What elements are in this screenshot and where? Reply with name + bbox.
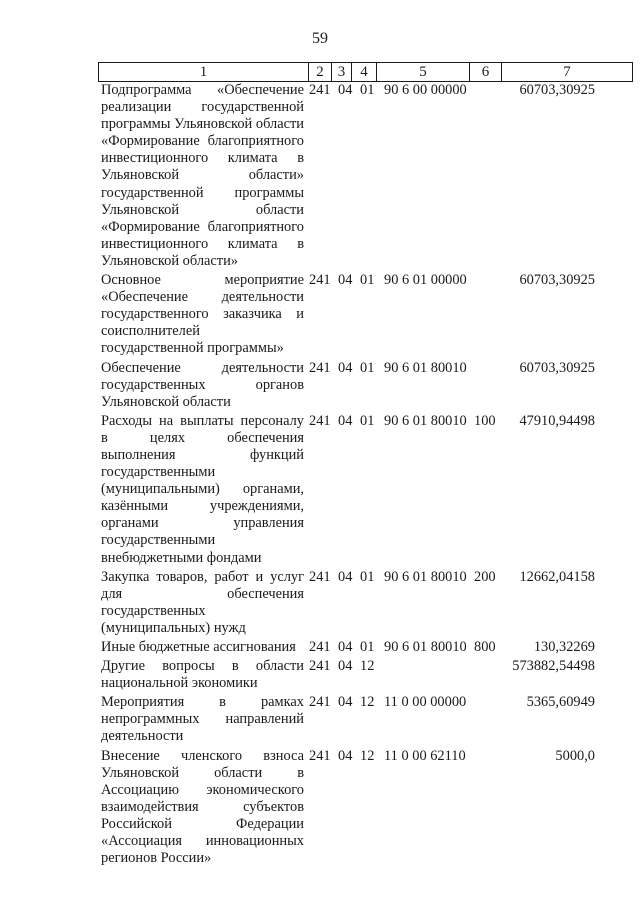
row-col-5: 90 6 01 80010 [384,639,467,655]
row-col-6: 100 [474,412,496,429]
row-col-5: 90 6 01 80010 [384,359,467,376]
row-col-2: 241 [309,359,331,376]
row-col-7: 47910,94498 [519,412,595,429]
row-name: Закупка товаров, работ и услуг для обеспечения государственных (муниципальных) нужд [101,568,304,636]
row-name: Обеспечение деятельности государственных органов Ульяновской области [101,359,304,410]
row-col-6: 200 [474,568,496,585]
row-name: Иные бюджетные ассигнования [101,639,296,655]
header-col-4: 4 [352,63,377,81]
row-name: Другие вопросы в области национальной экономики [101,658,304,692]
row-col-2: 241 [309,747,331,764]
header-col-7: 7 [563,64,571,80]
row-col-4: 01 [360,568,375,585]
row-col-2: 241 [309,568,331,585]
row-col-2: 241 [309,658,331,675]
table-row [98,413,633,567]
row-col-2: 241 [309,272,331,289]
row-col-5: 11 0 00 00000 [384,694,467,711]
row-col-3: 04 [338,272,353,289]
row-col-3: 04 [338,412,353,429]
row-col-7: 573882,54498 [512,658,595,675]
row-col-2: 241 [309,639,331,655]
row-col-3: 04 [338,658,353,675]
row-col-3: 04 [338,82,353,98]
row-col-4: 12 [360,747,375,764]
row-name: Расходы на выплаты персоналу в целях обеспечения выполнения функций государственными (муниципальными) органами, казёнными учреждениями, органами управления государственными внебюджетными фондами [101,412,304,566]
row-col-5: 11 0 00 62110 [384,747,466,764]
header-col-6: 6 [470,63,502,81]
row-col-3: 04 [338,639,353,655]
table-row [98,694,633,745]
row-col-3: 04 [338,359,353,376]
row-col-7: 12662,04158 [519,568,595,585]
header-col-3: 3 [332,63,352,81]
row-col-4: 01 [360,359,375,376]
row-col-7: 60703,30925 [519,359,595,376]
row-col-7: 5365,60949 [526,694,595,711]
row-col-7: 5000,0 [555,747,595,764]
table-row [98,272,633,357]
row-name: Внесение членского взноса Ульяновской области в Ассоциацию экономического взаимодействия субъектов Российской Федерации «Ассоциация инновационных регионов России» [101,747,304,867]
table-row [98,82,633,270]
row-col-7: 130,32269 [533,639,595,655]
row-col-2: 241 [309,412,331,429]
header-col-5: 5 [377,63,470,81]
row-col-2: 241 [309,694,331,711]
row-col-4: 01 [360,272,375,289]
row-col-5: 90 6 01 80010 [384,412,467,429]
row-col-3: 04 [338,747,353,764]
row-col-2: 241 [309,82,331,98]
row-name: Мероприятия в рамках непрограммных направлений деятельности [101,694,304,745]
row-col-6: 800 [474,639,496,655]
row-col-3: 04 [338,694,353,711]
table-row [98,360,633,411]
page-number: 59 [312,30,328,47]
table-body [98,82,633,869]
row-col-4: 12 [360,694,375,711]
row-col-3: 04 [338,568,353,585]
header-col-1: 1 [99,63,309,81]
row-name: Подпрограмма «Обеспечение реализации государственной программы Ульяновской области «Формирование благоприятного инвестиционного климата в Ульяновской области» государственной программы Ульяновской области «Формирование благоприятного инвестиционного климата в Ульяновской области» [101,82,304,269]
row-col-5: 90 6 01 00000 [384,272,467,289]
row-col-4: 01 [360,82,375,98]
row-col-4: 12 [360,658,375,675]
table-row [98,569,633,637]
row-col-4: 01 [360,412,375,429]
table-row [98,748,633,868]
row-col-7: 60703,30925 [519,82,595,98]
row-col-7: 60703,30925 [519,272,595,289]
row-col-4: 01 [360,639,375,655]
header-col-2: 2 [309,63,332,81]
row-col-5: 90 6 01 80010 [384,568,467,585]
table-header [98,62,633,82]
row-col-5: 90 6 00 00000 [384,82,467,98]
table-row [98,639,633,656]
row-name: Основное мероприятие «Обеспечение деятельности государственного заказчика и соисполнителей государственной программы» [101,272,304,357]
table-row [98,658,633,692]
